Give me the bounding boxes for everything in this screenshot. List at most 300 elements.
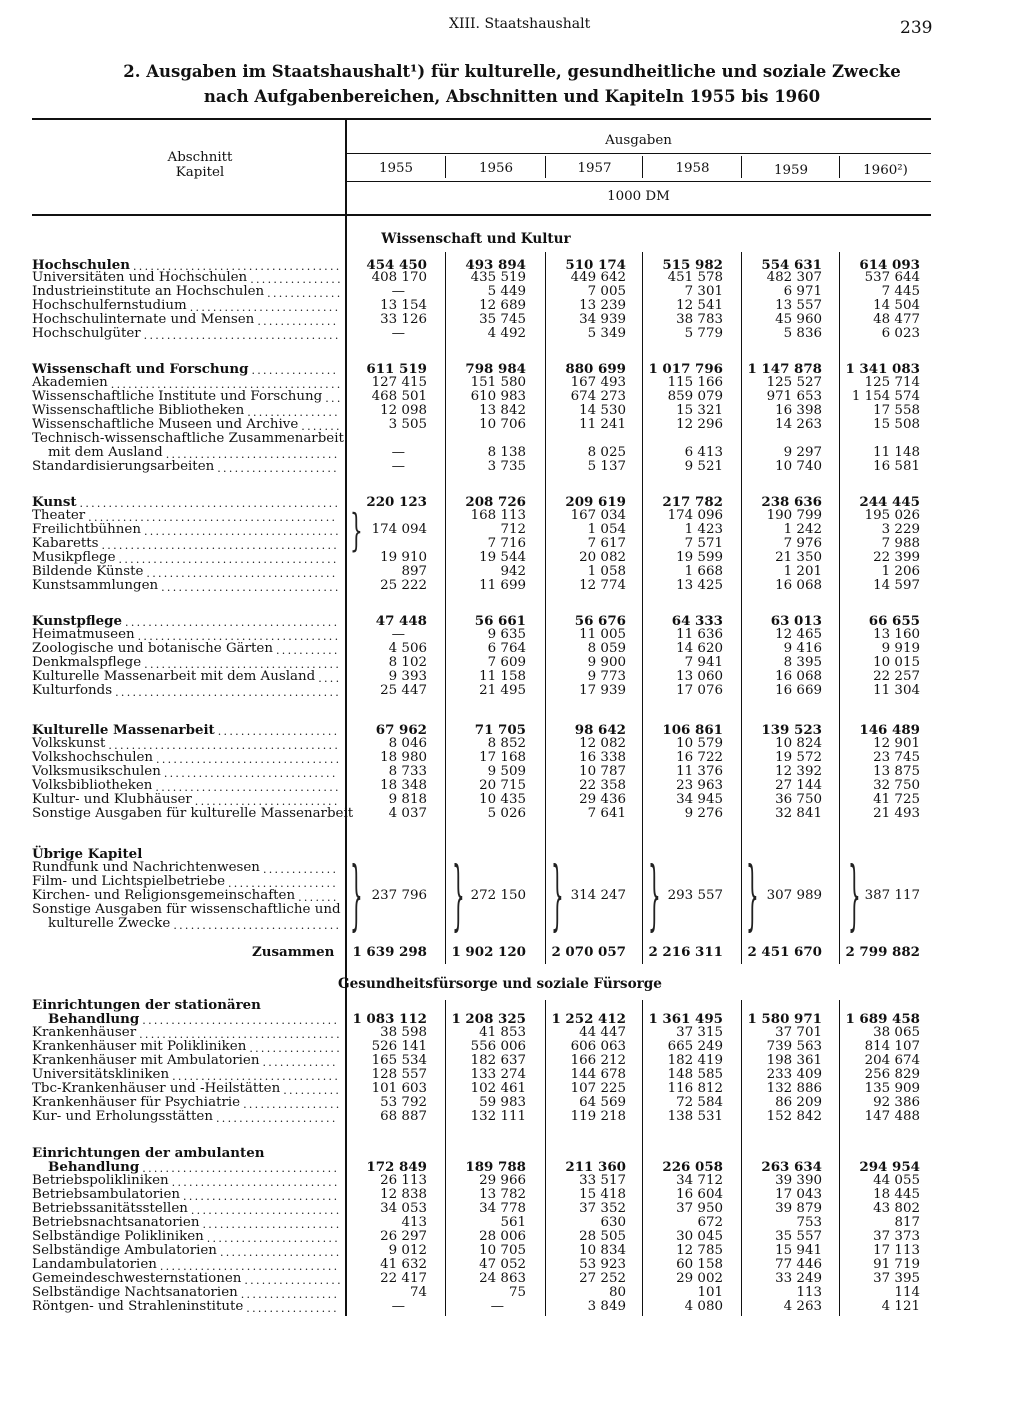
column-divider bbox=[642, 252, 643, 964]
cell-value: 19 572 bbox=[775, 750, 822, 765]
row-label: Krankenhäuser mit Ambulatorien bbox=[32, 1053, 260, 1068]
cell-value: 17 076 bbox=[676, 683, 723, 698]
year-1956: 1956 bbox=[478, 161, 514, 176]
cell-value: 147 488 bbox=[864, 1109, 920, 1124]
column-divider bbox=[741, 1000, 742, 1316]
cell-value: 41 725 bbox=[873, 792, 920, 807]
row-label: Volksmusikschulen bbox=[32, 764, 161, 779]
dot-leader bbox=[218, 723, 340, 737]
cell-value: 561 bbox=[500, 1215, 526, 1230]
row-label: Einrichtungen der stationären bbox=[32, 997, 261, 1013]
cell-value: 7 445 bbox=[881, 284, 920, 299]
cell-value: 10 435 bbox=[479, 792, 526, 807]
column-divider bbox=[642, 1000, 643, 1316]
dot-leader bbox=[142, 1160, 340, 1174]
cell-value: 1 639 298 bbox=[352, 944, 427, 960]
cell-value: 9 818 bbox=[388, 792, 427, 807]
row-label: Tbc-Krankenhäuser und -Heilstätten bbox=[32, 1081, 281, 1096]
cell-value: 80 bbox=[608, 1285, 626, 1300]
cell-value: 37 701 bbox=[775, 1025, 822, 1040]
cell-value: 859 079 bbox=[667, 389, 723, 404]
cell-value: 34 053 bbox=[380, 1201, 427, 1216]
cell-value: 314 247 bbox=[570, 888, 626, 903]
brace-kunst: } bbox=[350, 503, 363, 557]
cell-value: 12 296 bbox=[676, 417, 723, 432]
dot-leader bbox=[244, 1272, 340, 1286]
top-rule bbox=[32, 118, 931, 120]
cell-value: 30 045 bbox=[676, 1229, 723, 1244]
cell-value: 59 983 bbox=[479, 1095, 526, 1110]
row-label: Film- und Lichtspielbetriebe bbox=[32, 874, 226, 889]
cell-value: 3 229 bbox=[881, 522, 920, 537]
cell-value: 6 764 bbox=[487, 641, 526, 656]
cell-value: 12 541 bbox=[676, 298, 723, 313]
dot-leader bbox=[138, 628, 340, 642]
header-bottom-rule bbox=[32, 214, 931, 216]
cell-value: 233 409 bbox=[766, 1067, 822, 1082]
row-label: Landambulatorien bbox=[32, 1257, 157, 1272]
cell-value: 15 321 bbox=[676, 403, 723, 418]
cell-value: 10 705 bbox=[479, 1243, 526, 1258]
cell-value: 36 750 bbox=[775, 792, 822, 807]
cell-value: 133 274 bbox=[470, 1067, 526, 1082]
cell-value: 12 774 bbox=[579, 578, 626, 593]
stub-header-abschnitt: Abschnitt bbox=[167, 150, 233, 165]
cell-value: 22 358 bbox=[579, 778, 626, 793]
cell-value: 1 242 bbox=[783, 522, 822, 537]
row-label: Kulturelle Massenarbeit bbox=[32, 722, 215, 738]
row-label: Betriebspolikliniken bbox=[32, 1173, 169, 1188]
dot-leader bbox=[115, 684, 340, 698]
cell-value: — bbox=[391, 627, 405, 642]
cell-value: 68 887 bbox=[380, 1109, 427, 1124]
row-label: Krankenhäuser mit Polikliniken bbox=[32, 1039, 247, 1054]
cell-value: 1 902 120 bbox=[451, 944, 526, 960]
cell-value: 18 980 bbox=[380, 750, 427, 765]
row-label: Musikpflege bbox=[32, 550, 116, 565]
brace-uebrige-2: } bbox=[551, 848, 564, 940]
dot-leader bbox=[191, 1202, 340, 1216]
cell-value: 9 012 bbox=[388, 1243, 427, 1258]
dot-leader bbox=[195, 793, 340, 807]
cell-value: 43 802 bbox=[873, 1201, 920, 1216]
cell-value: 29 436 bbox=[579, 792, 626, 807]
dot-leader bbox=[249, 1040, 340, 1054]
cell-value: 12 098 bbox=[380, 403, 427, 418]
cell-value: 128 557 bbox=[371, 1067, 427, 1082]
cell-value: 107 225 bbox=[570, 1081, 626, 1096]
cell-value: 3 849 bbox=[587, 1299, 626, 1314]
cell-value: 56 676 bbox=[574, 613, 626, 629]
row-label: Freilichtbühnen bbox=[32, 522, 141, 537]
row-label: Denkmalspflege bbox=[32, 655, 142, 670]
cell-value: 9 919 bbox=[881, 641, 920, 656]
cell-value: 9 276 bbox=[684, 806, 723, 821]
cell-value: 14 504 bbox=[873, 298, 920, 313]
dot-leader bbox=[155, 779, 340, 793]
cell-value: 217 782 bbox=[662, 494, 723, 510]
cell-value: 74 bbox=[409, 1285, 427, 1300]
cell-value: 12 689 bbox=[479, 298, 526, 313]
cell-value: 41 632 bbox=[380, 1257, 427, 1272]
cell-value: 23 963 bbox=[676, 778, 723, 793]
cell-value: 387 117 bbox=[864, 888, 920, 903]
cell-value: 127 415 bbox=[371, 375, 427, 390]
row-label: Industrieinstitute an Hochschulen bbox=[32, 284, 265, 299]
cell-value: 13 160 bbox=[873, 627, 920, 642]
cell-value: 5 137 bbox=[587, 459, 626, 474]
cell-value: 35 745 bbox=[479, 312, 526, 327]
cell-value: 211 360 bbox=[565, 1159, 626, 1175]
cell-value: 12 838 bbox=[380, 1187, 427, 1202]
cell-value: 23 745 bbox=[873, 750, 920, 765]
row-label: Kulturfonds bbox=[32, 683, 113, 698]
cell-value: 38 783 bbox=[676, 312, 723, 327]
cell-value: 37 373 bbox=[873, 1229, 920, 1244]
cell-value: 493 894 bbox=[465, 257, 526, 273]
cell-value: 33 517 bbox=[579, 1173, 626, 1188]
cell-value: 34 939 bbox=[579, 312, 626, 327]
cell-value: 132 111 bbox=[470, 1109, 526, 1124]
cell-value: 8 059 bbox=[587, 641, 626, 656]
cell-value: 22 257 bbox=[873, 669, 920, 684]
dot-leader bbox=[125, 614, 340, 628]
cell-value: 21 350 bbox=[775, 550, 822, 565]
stub-header-kapitel: Kapitel bbox=[175, 165, 225, 180]
cell-value: 537 644 bbox=[864, 270, 920, 285]
section-heading-health: Gesundheitsfürsorge und soziale Fürsorge bbox=[338, 976, 662, 992]
dot-leader bbox=[190, 299, 340, 313]
dot-leader bbox=[172, 1068, 340, 1082]
brace-uebrige-3: } bbox=[648, 848, 661, 940]
row-label: Volkshochschulen bbox=[32, 750, 154, 765]
cell-value: 610 983 bbox=[470, 389, 526, 404]
dot-leader bbox=[183, 1188, 340, 1202]
row-label: Hochschulen bbox=[32, 257, 130, 273]
row-label: Selbständige Polikliniken bbox=[32, 1229, 204, 1244]
cell-value: 611 519 bbox=[366, 361, 427, 377]
cell-value: 1 580 971 bbox=[747, 1011, 822, 1027]
cell-value: 3 735 bbox=[487, 459, 526, 474]
dot-leader bbox=[267, 285, 340, 299]
cell-value: 1 058 bbox=[587, 564, 626, 579]
cell-value: 139 523 bbox=[761, 722, 822, 738]
cell-value: 712 bbox=[500, 522, 526, 537]
chapter-header: XIII. Staatshaushalt bbox=[449, 16, 591, 32]
cell-value: 25 222 bbox=[380, 578, 427, 593]
cell-value: 12 901 bbox=[873, 736, 920, 751]
dot-leader bbox=[262, 1054, 340, 1068]
row-label: Betriebsnachtsanatorien bbox=[32, 1215, 200, 1230]
cell-value: 10 015 bbox=[873, 655, 920, 670]
cell-value: 942 bbox=[500, 564, 526, 579]
row-label: Sonstige Ausgaben für kulturelle Massenarbeit bbox=[32, 806, 354, 821]
cell-value: 32 841 bbox=[775, 806, 822, 821]
row-label: Volkskunst bbox=[32, 736, 106, 751]
dot-leader bbox=[263, 861, 340, 875]
cell-value: — bbox=[391, 459, 405, 474]
cell-value: 14 597 bbox=[873, 578, 920, 593]
cell-value: 37 352 bbox=[579, 1201, 626, 1216]
cell-value: 15 508 bbox=[873, 417, 920, 432]
cell-value: 18 445 bbox=[873, 1187, 920, 1202]
cell-value: 13 425 bbox=[676, 578, 723, 593]
cell-value: — bbox=[391, 284, 405, 299]
cell-value: 665 249 bbox=[667, 1039, 723, 1054]
cell-value: 132 886 bbox=[766, 1081, 822, 1096]
row-label: Heimatmuseen bbox=[32, 627, 135, 642]
cell-value: 28 505 bbox=[579, 1229, 626, 1244]
cell-value: 272 150 bbox=[470, 888, 526, 903]
cell-value: 13 239 bbox=[579, 298, 626, 313]
cell-value: 12 392 bbox=[775, 764, 822, 779]
dot-leader bbox=[298, 889, 340, 903]
dot-leader bbox=[119, 551, 340, 565]
cell-value: 7 641 bbox=[587, 806, 626, 821]
cell-value: 24 863 bbox=[479, 1271, 526, 1286]
cell-value: 468 501 bbox=[371, 389, 427, 404]
cell-value: 451 578 bbox=[667, 270, 723, 285]
row-label: Theater bbox=[32, 508, 86, 523]
cell-value: 11 699 bbox=[479, 578, 526, 593]
cell-value: 244 445 bbox=[859, 494, 920, 510]
cell-value: 17 558 bbox=[873, 403, 920, 418]
cell-value: 7 988 bbox=[881, 536, 920, 551]
cell-value: 41 853 bbox=[479, 1025, 526, 1040]
cell-value: 2 216 311 bbox=[648, 944, 723, 960]
cell-value: 106 861 bbox=[662, 722, 723, 738]
cell-value: 7 301 bbox=[684, 284, 723, 299]
cell-value: 11 241 bbox=[579, 417, 626, 432]
cell-value: 17 043 bbox=[775, 1187, 822, 1202]
cell-value: 27 252 bbox=[579, 1271, 626, 1286]
cell-value: 138 531 bbox=[667, 1109, 723, 1124]
dot-leader bbox=[257, 313, 340, 327]
cell-value: 16 669 bbox=[775, 683, 822, 698]
cell-value: 39 879 bbox=[775, 1201, 822, 1216]
row-label: Kur- und Erholungsstätten bbox=[32, 1109, 213, 1124]
dot-leader bbox=[246, 1300, 340, 1314]
cell-value: — bbox=[391, 445, 405, 460]
row-label: Standardisierungsarbeiten bbox=[32, 459, 215, 474]
cell-value: 739 563 bbox=[766, 1039, 822, 1054]
row-label: Kultur- und Klubhäuser bbox=[32, 792, 192, 807]
cell-value: 293 557 bbox=[667, 888, 723, 903]
cell-value: 113 bbox=[796, 1285, 822, 1300]
cell-value: 167 493 bbox=[570, 375, 626, 390]
cell-value: 449 642 bbox=[570, 270, 626, 285]
cell-value: 13 875 bbox=[873, 764, 920, 779]
cell-value: 7 005 bbox=[587, 284, 626, 299]
row-label: Rundfunk und Nachrichtenwesen bbox=[32, 860, 260, 875]
cell-value: 16 581 bbox=[873, 459, 920, 474]
cell-value: 209 619 bbox=[565, 494, 626, 510]
brace-uebrige-5: } bbox=[848, 848, 861, 940]
cell-value: 56 661 bbox=[474, 613, 526, 629]
cell-value: 11 148 bbox=[873, 445, 920, 460]
cell-value: 39 390 bbox=[775, 1173, 822, 1188]
cell-value: 34 778 bbox=[479, 1201, 526, 1216]
column-divider bbox=[445, 1000, 446, 1316]
cell-value: 6 971 bbox=[783, 284, 822, 299]
cell-value: 4 037 bbox=[388, 806, 427, 821]
cell-value: 16 398 bbox=[775, 403, 822, 418]
row-label: Kunstpflege bbox=[32, 613, 123, 629]
cell-value: 135 909 bbox=[864, 1081, 920, 1096]
brace-uebrige-4: } bbox=[746, 848, 759, 940]
column-divider bbox=[839, 1000, 840, 1316]
cell-value: 119 218 bbox=[570, 1109, 626, 1124]
cell-value: 92 386 bbox=[873, 1095, 920, 1110]
cell-value: 798 984 bbox=[465, 361, 526, 377]
cell-value: 1 154 574 bbox=[851, 389, 920, 404]
cell-value: 8 025 bbox=[587, 445, 626, 460]
cell-value: 2 451 670 bbox=[747, 944, 822, 960]
cell-value: 7 571 bbox=[684, 536, 723, 551]
cell-value: 47 448 bbox=[375, 613, 427, 629]
cell-value: 60 158 bbox=[676, 1257, 723, 1272]
cell-value: 190 799 bbox=[766, 508, 822, 523]
cell-value: 11 005 bbox=[579, 627, 626, 642]
column-divider bbox=[545, 252, 546, 964]
cell-value: 9 635 bbox=[487, 627, 526, 642]
cell-value: 91 719 bbox=[873, 1257, 920, 1272]
cell-value: 20 715 bbox=[479, 778, 526, 793]
cell-value: — bbox=[391, 1299, 405, 1314]
dot-leader bbox=[241, 1286, 340, 1300]
cell-value: 35 557 bbox=[775, 1229, 822, 1244]
cell-value: 63 013 bbox=[770, 613, 822, 629]
cell-value: 16 722 bbox=[676, 750, 723, 765]
cell-value: 1 201 bbox=[783, 564, 822, 579]
row-label: Gemeindeschwesternstationen bbox=[32, 1271, 242, 1286]
dot-leader bbox=[166, 446, 340, 460]
cell-value: 44 447 bbox=[579, 1025, 626, 1040]
cell-value: 10 706 bbox=[479, 417, 526, 432]
cell-value: 9 393 bbox=[388, 669, 427, 684]
cell-value: 11 376 bbox=[676, 764, 723, 779]
column-group-ausgaben: Ausgaben bbox=[605, 133, 672, 148]
row-label: Universitäten und Hochschulen bbox=[32, 270, 248, 285]
cell-value: 606 063 bbox=[570, 1039, 626, 1054]
cell-value: 880 699 bbox=[565, 361, 626, 377]
cell-value: 7 609 bbox=[487, 655, 526, 670]
cell-value: 556 006 bbox=[470, 1039, 526, 1054]
cell-value: 72 584 bbox=[676, 1095, 723, 1110]
row-label: mit dem Ausland bbox=[48, 445, 163, 460]
dot-leader bbox=[220, 1244, 340, 1258]
dot-leader bbox=[142, 1012, 340, 1026]
cell-value: 71 705 bbox=[474, 722, 526, 738]
dot-leader bbox=[139, 1026, 340, 1040]
cell-value: 48 477 bbox=[873, 312, 920, 327]
cell-value: 18 348 bbox=[380, 778, 427, 793]
cell-value: 174 094 bbox=[371, 522, 427, 537]
cell-value: 9 773 bbox=[587, 669, 626, 684]
dot-leader bbox=[251, 362, 340, 376]
row-label: Behandlung bbox=[48, 1159, 140, 1175]
cell-value: 256 829 bbox=[864, 1067, 920, 1082]
cell-value: 5 349 bbox=[587, 326, 626, 341]
cell-value: 7 976 bbox=[783, 536, 822, 551]
page-number: 239 bbox=[900, 18, 933, 38]
year-1960: 1960²) bbox=[863, 163, 908, 178]
cell-value: 198 361 bbox=[766, 1053, 822, 1068]
dot-leader bbox=[172, 1174, 340, 1188]
cell-value: 13 060 bbox=[676, 669, 723, 684]
cell-value: 7 941 bbox=[684, 655, 723, 670]
brace-uebrige-0: } bbox=[350, 848, 363, 940]
table-title-line1: 2. Ausgaben im Staatshaushalt¹) für kulturelle, gesundheitliche und soziale Zwecke bbox=[123, 62, 901, 81]
group-rule bbox=[346, 153, 931, 154]
cell-value: 614 093 bbox=[859, 257, 920, 273]
cell-value: 33 249 bbox=[775, 1271, 822, 1286]
row-label: Wissenschaftliche Museen und Archive bbox=[32, 417, 299, 432]
cell-value: 16 604 bbox=[676, 1187, 723, 1202]
cell-value: 672 bbox=[697, 1215, 723, 1230]
row-label: Bildende Künste bbox=[32, 564, 144, 579]
cell-value: 125 527 bbox=[766, 375, 822, 390]
cell-value: 16 068 bbox=[775, 578, 822, 593]
cell-value: 4 506 bbox=[388, 641, 427, 656]
cell-value: 510 174 bbox=[565, 257, 626, 273]
cell-value: 5 026 bbox=[487, 806, 526, 821]
cell-value: 37 950 bbox=[676, 1201, 723, 1216]
cell-value: 1 689 458 bbox=[845, 1011, 920, 1027]
row-label: Zoologische und botanische Gärten bbox=[32, 641, 273, 656]
dot-leader bbox=[202, 1216, 340, 1230]
cell-value: 7 716 bbox=[487, 536, 526, 551]
cell-value: 32 750 bbox=[873, 778, 920, 793]
cell-value: 37 395 bbox=[873, 1271, 920, 1286]
cell-value: 6 023 bbox=[881, 326, 920, 341]
cell-value: 10 787 bbox=[579, 764, 626, 779]
cell-value: 37 315 bbox=[676, 1025, 723, 1040]
cell-value: 26 113 bbox=[380, 1173, 427, 1188]
dot-leader bbox=[164, 765, 340, 779]
row-label: Wissenschaftliche Bibliotheken bbox=[32, 403, 245, 418]
cell-value: 6 413 bbox=[684, 445, 723, 460]
cell-value: 125 714 bbox=[864, 375, 920, 390]
year-1955: 1955 bbox=[378, 161, 414, 176]
dot-leader bbox=[247, 404, 340, 418]
cell-value: 482 307 bbox=[766, 270, 822, 285]
cell-value: 13 842 bbox=[479, 403, 526, 418]
cell-value: 114 bbox=[894, 1285, 920, 1300]
cell-value: 814 107 bbox=[864, 1039, 920, 1054]
cell-value: 167 034 bbox=[570, 508, 626, 523]
row-label: kulturelle Zwecke bbox=[48, 916, 171, 931]
dot-leader bbox=[243, 1096, 340, 1110]
row-label: Wissenschaftliche Institute und Forschung bbox=[32, 389, 323, 404]
cell-value: 4 080 bbox=[684, 1299, 723, 1314]
row-label: Kunst bbox=[32, 494, 77, 510]
row-label: Betriebssanitätsstellen bbox=[32, 1201, 188, 1216]
cell-value: 5 779 bbox=[684, 326, 723, 341]
cell-value: 3 505 bbox=[388, 417, 427, 432]
brace-uebrige-1: } bbox=[452, 848, 465, 940]
unit-label: 1000 DM bbox=[607, 189, 670, 204]
cell-value: 515 982 bbox=[662, 257, 723, 273]
cell-value: 148 585 bbox=[667, 1067, 723, 1082]
cell-value: 25 447 bbox=[380, 683, 427, 698]
cell-value: 413 bbox=[401, 1215, 427, 1230]
cell-value: 53 923 bbox=[579, 1257, 626, 1272]
cell-value: 101 603 bbox=[371, 1081, 427, 1096]
cell-value: 10 834 bbox=[579, 1243, 626, 1258]
dot-leader bbox=[276, 642, 340, 656]
row-label: Universitätskliniken bbox=[32, 1067, 170, 1082]
